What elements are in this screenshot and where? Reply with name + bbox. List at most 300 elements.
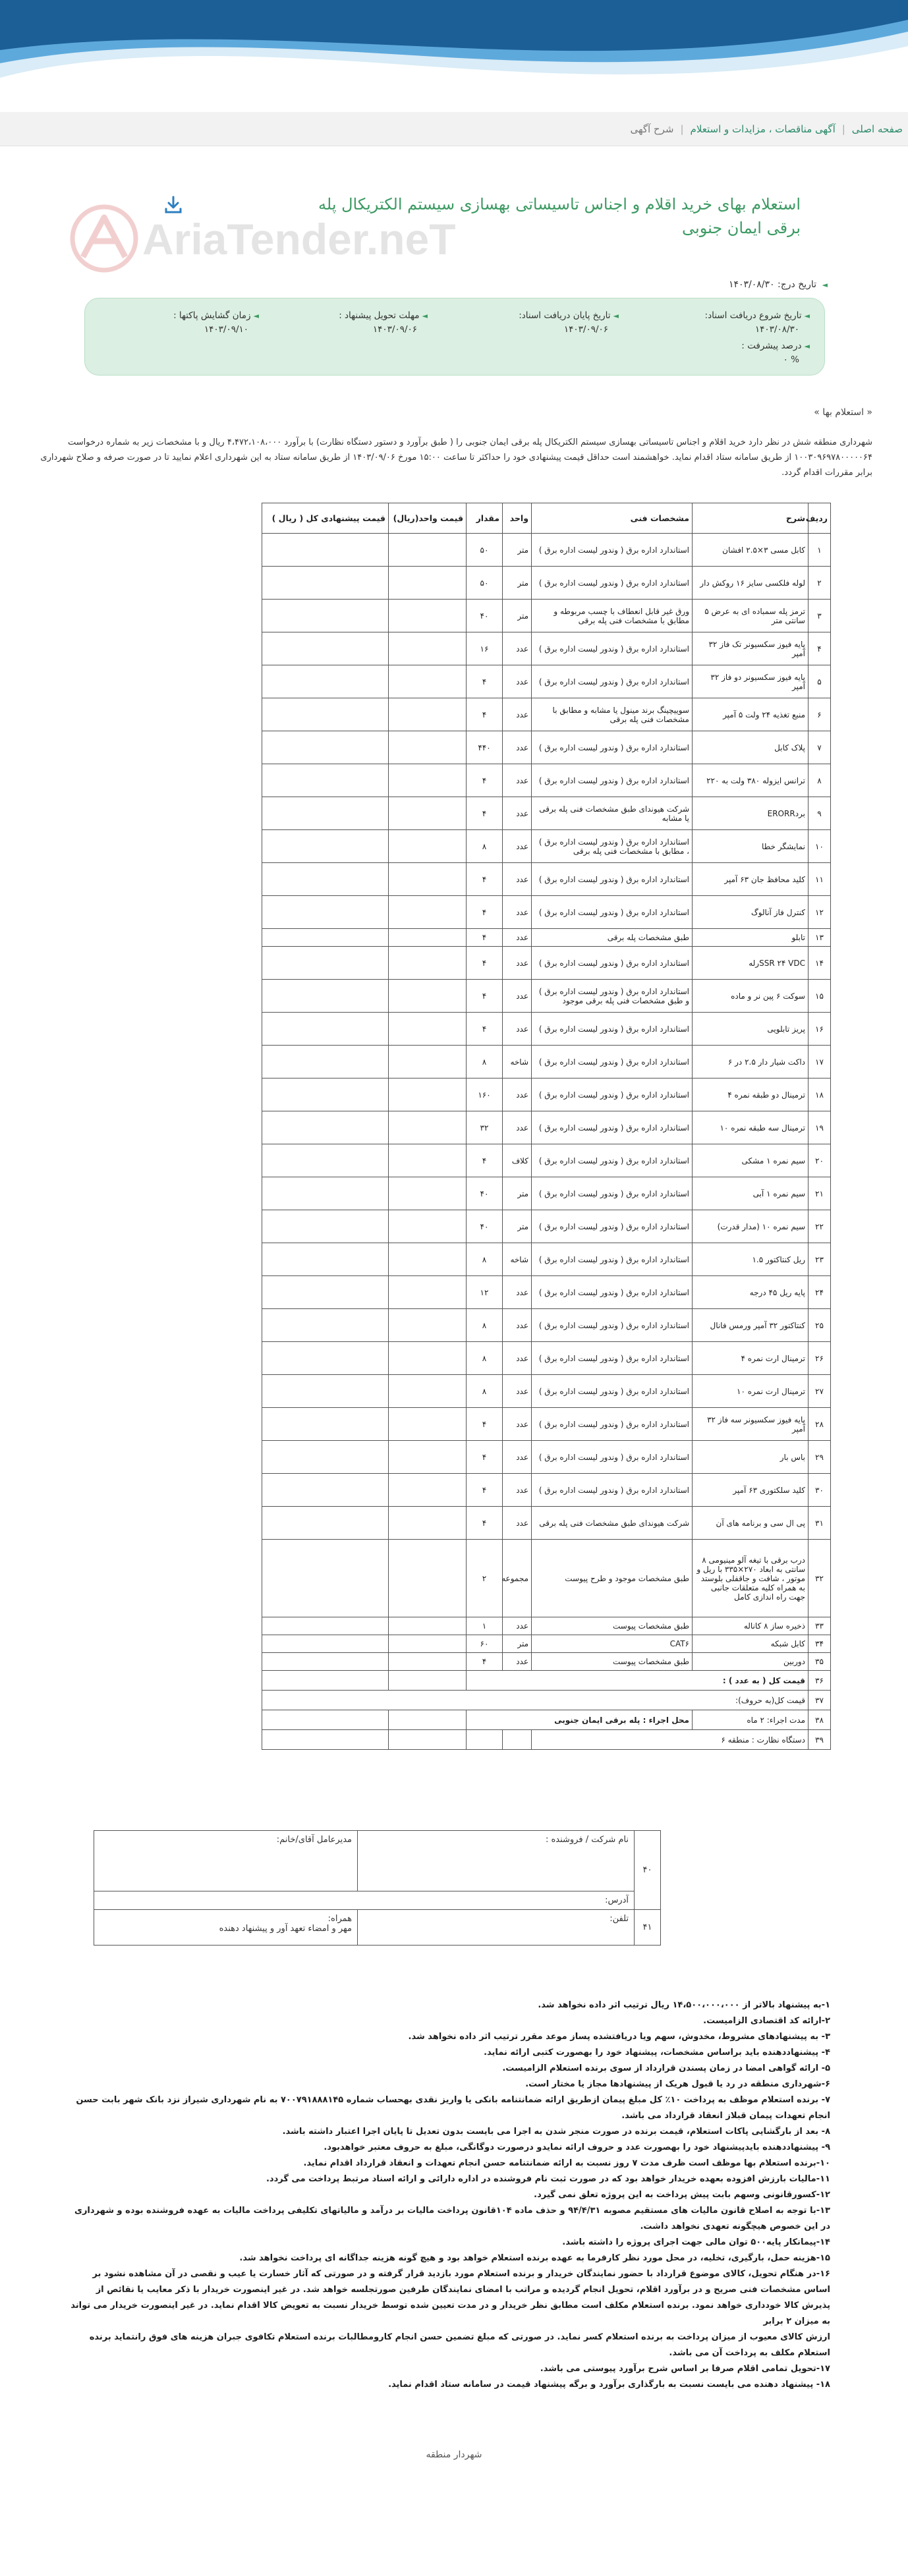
table-row <box>262 1078 831 1111</box>
item-spec: استاندارد اداره برق ( وندور لیست اداره برق ) <box>532 632 693 665</box>
table-row <box>262 1408 831 1441</box>
item-total-price <box>262 1013 389 1046</box>
item-total-price <box>262 1653 389 1671</box>
item-total-price <box>262 1635 389 1653</box>
col-header-unit-price: قیمت واحد(ریال) <box>389 503 467 534</box>
table-row <box>262 1375 831 1408</box>
item-spec: CAT۶ <box>532 1635 693 1653</box>
item-spec: استاندارد اداره برق ( وندور لیست اداره برق ) <box>532 1408 693 1441</box>
item-spec: استاندارد اداره برق ( وندور لیست اداره برق ) <box>532 731 693 764</box>
triangle-bullet-icon: ◄ <box>804 312 810 320</box>
row-number: ۴۰ <box>635 1831 661 1910</box>
item-total-price <box>262 1375 389 1408</box>
execution-duration: مدت اجراء: ۲ ماه <box>693 1710 809 1730</box>
stamp-label: مهر و امضاء تعهد آور و پیشنهاد دهنده <box>219 1924 352 1934</box>
item-unit-price <box>389 1309 467 1342</box>
item-spec: استاندارد اداره برق ( وندور لیست اداره برق ) <box>532 534 693 567</box>
item-unit: عدد <box>503 1375 532 1408</box>
row-number: ۳۵ <box>809 1653 831 1671</box>
table-row <box>262 1540 831 1617</box>
item-qty: ۵۰ <box>467 534 503 567</box>
note-item: ۴- پیشنهاددهنده باید براساس مشخصات، پیشنهاد خود را بهصورت کتبی ارائه نماید. <box>484 2048 830 2058</box>
item-unit-price <box>389 1540 467 1617</box>
item-unit-price <box>389 1375 467 1408</box>
item-unit: شاخه <box>503 1046 532 1078</box>
item-unit-price <box>389 1635 467 1653</box>
item-qty: ۴ <box>467 698 503 731</box>
item-qty: ۸ <box>467 830 503 863</box>
breadcrumb-section[interactable]: آگهی مناقصات ، مزایدات و استعلام <box>690 123 836 135</box>
item-description: ترانس ایزوله ۳۸۰ ولت به ۲۲۰ <box>693 764 809 797</box>
item-qty: ۴ <box>467 980 503 1013</box>
bidder-row-41 <box>94 1910 661 1946</box>
item-unit-price <box>389 764 467 797</box>
col-header-spec: مشخصات فنی <box>532 503 693 534</box>
item-spec: استاندارد اداره برق ( وندور لیست اداره برق ) <box>532 896 693 929</box>
table-row <box>262 1276 831 1309</box>
watermark-text: AriaTender.neT <box>142 215 456 264</box>
item-qty: ۱۶ <box>467 632 503 665</box>
triangle-bullet-icon: ◄ <box>422 312 428 320</box>
note-item: ۹- پیشنهاددهنده بایدپیشنهاد خود را بهصورت عدد و حروف ارائه نمایدو درصورت دوگانگی، مبلغ به حروف معتبر خواهدبود. <box>324 2142 830 2152</box>
table-row <box>262 947 831 980</box>
item-unit-price <box>389 632 467 665</box>
tender-description: شهرداری منطقه شش در نظر دارد خرید اقلام و اجناس تاسیساتی بهسازی سیستم الکتریکال پله برقی ایمان جنوبی را ( طبق برآورد و دستور دستگاه نظارت) با برآورد ۴،۴۷۲،۱۰۸،۰۰۰ ریال و با مشخصات زیر به شماره درخواست ۱۰۰۳۰۹۶۹۷۸۰۰۰۰۰۶۴ از طریق سامانه ستاد اقدام نماید. خواهشمند است حداقل قیمت پیشنهادی خود را حداکثر تا ساعت ۱۵:۰۰ مورخ ۱۴۰۳/۰۹/۰۶ از طریق سامانه ستاد به این شهرداری اعلام نمایید تا در صورت صرفه و صلاح شهرداری برابر مقررات اقدام گردد. <box>40 437 872 478</box>
item-spec: استاندارد اداره برق ( وندور لیست اداره برق ) <box>532 1111 693 1144</box>
item-total-price <box>262 1441 389 1474</box>
item-unit: متر <box>503 600 532 632</box>
total-words-label: قیمت کل(به حروف): <box>262 1691 809 1710</box>
deadline-label: مهلت تحویل پیشنهاد : <box>339 310 420 321</box>
row-number: ۵ <box>809 665 831 698</box>
item-unit: عدد <box>503 797 532 830</box>
item-description: سیم نمره ۱ مشکی <box>693 1144 809 1177</box>
item-total-price <box>262 1046 389 1078</box>
row-number: ۹ <box>809 797 831 830</box>
items-table <box>262 503 831 1750</box>
row-number: ۱۷ <box>809 1046 831 1078</box>
item-qty: ۴ <box>467 929 503 947</box>
item-unit-price <box>389 698 467 731</box>
table-row <box>262 980 831 1013</box>
opening-value: ۱۴۰۳/۰۹/۱۰ <box>204 324 248 335</box>
breadcrumb-separator: | <box>841 123 845 135</box>
empty-cell <box>503 1730 532 1750</box>
row-number: ۳۴ <box>809 1635 831 1653</box>
note-item: ۱۰-برنده استعلام بها موظف است ظرف مدت ۷ روز نسبت به ارائه ضمانتنامه حسن انجام تعهدات و انعقاد قرارداد اقدام نماید. <box>303 2158 830 2168</box>
deadline-cell <box>339 309 428 337</box>
item-qty: ۴ <box>467 896 503 929</box>
item-unit: عدد <box>503 1474 532 1507</box>
item-spec: استاندارد اداره برق ( وندور لیست اداره برق ) <box>532 1144 693 1177</box>
note-item: ۱-به پیشنهاد بالاتر از ۱۴،۵۰۰،۰۰۰،۰۰۰ ریال ترتیب اثر داده نخواهد شد. <box>538 2000 830 2010</box>
table-row <box>262 1177 831 1210</box>
item-total-price <box>262 947 389 980</box>
item-qty: ۴ <box>467 1653 503 1671</box>
end-date-value: ۱۴۰۳/۰۹/۰۶ <box>563 324 608 335</box>
start-date-cell <box>705 309 810 337</box>
item-total-price <box>262 1540 389 1617</box>
row-number: ۴ <box>809 632 831 665</box>
table-row <box>262 665 831 698</box>
item-description: ریل کنتاکتور ۱.۵ <box>693 1243 809 1276</box>
triangle-bullet-icon: ◄ <box>253 312 259 320</box>
table-row-supervisor <box>262 1730 831 1750</box>
item-spec: طبق مشخصات موجود و طرح پیوست <box>532 1540 693 1617</box>
end-date-label: تاریخ پایان دریافت اسناد: <box>519 310 611 321</box>
item-total-price <box>262 731 389 764</box>
item-spec: استاندارد اداره برق ( وندور لیست اداره برق ) <box>532 764 693 797</box>
row-number: ۱۱ <box>809 863 831 896</box>
row-number: ۲۷ <box>809 1375 831 1408</box>
item-qty: ۳۲ <box>467 1111 503 1144</box>
item-qty: ۴ <box>467 1441 503 1474</box>
item-description: پایه فیوز سکسیونر سه فاز ۳۲ آمپر <box>693 1408 809 1441</box>
row-number: ۳۱ <box>809 1507 831 1540</box>
item-unit-price <box>389 1013 467 1046</box>
item-description: ترمز پله سمباده ای به عرض ۵ سانتی متر <box>693 600 809 632</box>
item-description: پایه فیوز سکسیونر دو فاز ۳۲ آمپر <box>693 665 809 698</box>
row-number: ۱۳ <box>809 929 831 947</box>
table-row <box>262 567 831 600</box>
breadcrumb-separator: | <box>680 123 684 135</box>
table-row <box>262 1617 831 1635</box>
item-unit: عدد <box>503 1309 532 1342</box>
item-unit-price <box>389 980 467 1013</box>
item-spec: استاندارد اداره برق ( وندور لیست اداره برق ) <box>532 1342 693 1375</box>
item-total-price <box>262 1177 389 1210</box>
item-description: پایه فیوز سکسیونر تک فاز ۳۲ آمپر <box>693 632 809 665</box>
item-unit-price <box>389 830 467 863</box>
triangle-bullet-icon: ◄ <box>613 312 619 320</box>
item-unit: عدد <box>503 1507 532 1540</box>
item-description: ترمینال دو طبقه نمره ۴ <box>693 1078 809 1111</box>
item-qty: ۴ <box>467 863 503 896</box>
item-total-price <box>262 1408 389 1441</box>
item-spec: ورق غیر قابل انعطاف با چسب مربوطه و مطابق با مشخصات فنی پله برقی <box>532 600 693 632</box>
item-description: داکت شیار دار ۲.۵ در ۶ <box>693 1046 809 1078</box>
table-row <box>262 1342 831 1375</box>
mobile-stamp-cell <box>94 1910 358 1946</box>
item-spec: شرکت هیوندای طبق مشخصات فنی پله برقی <box>532 1507 693 1540</box>
item-qty: ۴ <box>467 1507 503 1540</box>
item-total-price <box>262 1617 389 1635</box>
note-item: ۶-شهرداری منطقه در رد یا قبول هریک از پیشنهادها مجاز یا مختار است. <box>525 2079 830 2089</box>
item-unit: عدد <box>503 731 532 764</box>
phone-label: تلفن: <box>358 1910 635 1946</box>
item-spec: استاندارد اداره برق ( وندور لیست اداره برق ) <box>532 1441 693 1474</box>
breadcrumb <box>0 112 908 146</box>
item-unit: عدد <box>503 632 532 665</box>
item-unit-price <box>389 567 467 600</box>
item-spec: استاندارد اداره برق ( وندور لیست اداره برق ) <box>532 567 693 600</box>
item-unit: عدد <box>503 896 532 929</box>
item-spec: استاندارد اداره برق ( وندور لیست اداره برق ) <box>532 1375 693 1408</box>
note-item: ۱۱-مالیات بارزش افزوده بعهده خریدار خواهد بود که در صورت ثبت نام فروشنده در اداره دارائی و ارائه اسناد مرتبط پرداخت می گردد. <box>266 2174 830 2184</box>
triangle-bullet-icon: ◄ <box>822 281 828 289</box>
item-spec: استاندارد اداره برق ( وندور لیست اداره برق ) <box>532 1276 693 1309</box>
item-spec: استاندارد اداره برق ( وندور لیست اداره برق ) <box>532 863 693 896</box>
item-unit-price <box>389 1617 467 1635</box>
row-number: ۴۱ <box>635 1910 661 1946</box>
row-number: ۱ <box>809 534 831 567</box>
item-total-price <box>262 1210 389 1243</box>
item-spec: طبق مشخصات پیوست <box>532 1653 693 1671</box>
item-qty: ۵۰ <box>467 567 503 600</box>
publish-date <box>729 279 828 290</box>
row-number: ۲۸ <box>809 1408 831 1441</box>
item-qty: ۲ <box>467 1540 503 1617</box>
row-number: ۲۶ <box>809 1342 831 1375</box>
note-item: ۱۴-پیمانکار پایه۵۰۰ توان مالی جهت اجرای پروژه را داشته باشد. <box>562 2237 830 2247</box>
item-total-price <box>262 797 389 830</box>
item-description: کلید محافظ جان ۶۳ آمپر <box>693 863 809 896</box>
item-unit-price <box>389 600 467 632</box>
empty-cell <box>262 1710 389 1730</box>
item-total-price <box>262 1507 389 1540</box>
item-qty: ۸ <box>467 1309 503 1342</box>
empty-cell <box>389 1671 467 1691</box>
item-description: درب برقی با تیغه آلو مینیومی ۸ سانتی به ابعاد ۲۷۰×۳۳۵ با ریل و موتور ، شافت و جاقفلی بلوستد به همراه کلیه متعلقات جانبی جهت راه اندازی کامل <box>693 1540 809 1617</box>
row-number: ۳۶ <box>809 1671 831 1691</box>
item-unit: عدد <box>503 1111 532 1144</box>
page-title: استعلام بهای خرید اقلام و اجناس تاسیساتی بهسازی سیستم الکتریکال پله برقی ایمان جنوبی <box>318 195 801 237</box>
download-icon[interactable] <box>163 195 183 215</box>
item-unit-price <box>389 863 467 896</box>
item-spec: استاندارد اداره برق ( وندور لیست اداره برق ) <box>532 1013 693 1046</box>
note-item: ۱۵-هزینه حمل، بارگیری، تخلیه، در محل مورد نظر کارفرما به عهده برنده استعلام خواهد بود و هیچ گونه هزینه جداگانه ای پرداخت نخواهد شد. <box>239 2253 830 2263</box>
table-row <box>262 1243 831 1276</box>
item-unit: عدد <box>503 1441 532 1474</box>
tender-notes <box>66 1998 830 2393</box>
table-row <box>262 830 831 863</box>
opening-label: زمان گشایش پاکتها : <box>173 310 251 321</box>
item-total-price <box>262 1474 389 1507</box>
item-qty: ۴ <box>467 1144 503 1177</box>
item-unit-price <box>389 1144 467 1177</box>
item-description: لوله فلکسی سایز ۱۶ روکش دار <box>693 567 809 600</box>
row-number: ۷ <box>809 731 831 764</box>
table-row <box>262 731 831 764</box>
note-item: ارزش کالای معیوب از میزان پرداخت به برنده استعلام کسر نماید. در صورتی که مبلغ تضمین حسن انجام کارومطالبات برنده استعلام تکافوی جبران هزینه های فوق رانتماید برنده استعلام مکلف به پرداخت آن می باشد. <box>89 2332 830 2358</box>
item-unit-price <box>389 929 467 947</box>
table-row <box>262 863 831 896</box>
table-row <box>262 1013 831 1046</box>
item-qty: ۱ <box>467 1617 503 1635</box>
item-unit: عدد <box>503 929 532 947</box>
item-unit: متر <box>503 534 532 567</box>
mayor-signature: شهردار منطقه <box>426 2450 482 2460</box>
section-heading: « استعلام بها » <box>814 407 872 418</box>
table-row-total-words <box>262 1691 831 1710</box>
row-number: ۲۴ <box>809 1276 831 1309</box>
item-unit-price <box>389 1474 467 1507</box>
item-unit: عدد <box>503 1617 532 1635</box>
item-unit: عدد <box>503 764 532 797</box>
item-spec: استاندارد اداره برق ( وندور لیست اداره برق ) <box>532 947 693 980</box>
item-unit-price <box>389 1342 467 1375</box>
item-qty: ۶۰ <box>467 1635 503 1653</box>
row-number: ۳ <box>809 600 831 632</box>
item-total-price <box>262 1144 389 1177</box>
item-description: تابلو <box>693 929 809 947</box>
item-unit: عدد <box>503 1013 532 1046</box>
supervisor-label: دستگاه نظارت : منطقه ۶ <box>532 1730 809 1750</box>
item-qty: ۱۶۰ <box>467 1078 503 1111</box>
empty-cell <box>389 1730 467 1750</box>
deadline-value: ۱۴۰۳/۰۹/۰۶ <box>372 324 417 335</box>
item-unit: عدد <box>503 980 532 1013</box>
col-header-qty: مقدار <box>467 503 503 534</box>
item-spec: استاندارد اداره برق ( وندور لیست اداره برق ) <box>532 1243 693 1276</box>
progress-cell <box>741 339 810 367</box>
row-number: ۳۷ <box>809 1691 831 1710</box>
table-row-execution <box>262 1710 831 1730</box>
item-unit: متر <box>503 1210 532 1243</box>
row-number: ۲۱ <box>809 1177 831 1210</box>
item-unit: عدد <box>503 1078 532 1111</box>
item-description: کلید سلکتوری ۶۳ آمپر <box>693 1474 809 1507</box>
note-item: ۳- به پیشنهادهای مشروط، مخدوش، سهم ویا دریافتشده پساز موعد مقرر ترتیب اثر داده نخواهد شد. <box>408 2032 830 2042</box>
address-label: آدرس: <box>94 1891 635 1910</box>
item-total-price <box>262 1342 389 1375</box>
item-unit-price <box>389 1111 467 1144</box>
item-qty: ۸ <box>467 1375 503 1408</box>
opening-cell <box>173 309 259 337</box>
item-description: SSR ۲۴ VDCرله <box>693 947 809 980</box>
item-description: پریز تابلویی <box>693 1013 809 1046</box>
note-item: ۲-ارائه کد اقتصادی الزامیست. <box>703 2016 830 2026</box>
table-row <box>262 534 831 567</box>
tender-dates-panel <box>84 298 825 376</box>
item-description: ترمینال ارت نمره ۴ <box>693 1342 809 1375</box>
item-total-price <box>262 980 389 1013</box>
table-row <box>262 698 831 731</box>
item-description: منبع تغذیه ۲۴ ولت ۵ آمپر <box>693 698 809 731</box>
item-qty: ۴۰ <box>467 1210 503 1243</box>
table-row <box>262 1210 831 1243</box>
item-unit: کلاف <box>503 1144 532 1177</box>
breadcrumb-home[interactable]: صفحه اصلی <box>851 123 903 135</box>
item-unit: متر <box>503 1635 532 1653</box>
item-total-price <box>262 1309 389 1342</box>
item-unit-price <box>389 731 467 764</box>
item-description: بردERORR <box>693 797 809 830</box>
triangle-bullet-icon: ◄ <box>804 342 810 350</box>
item-unit: متر <box>503 1177 532 1210</box>
item-total-price <box>262 534 389 567</box>
total-number-label: قیمت کل ( به عدد ) : <box>467 1671 809 1691</box>
item-spec: استاندارد اداره برق ( وندور لیست اداره برق ) <box>532 1309 693 1342</box>
item-total-price <box>262 632 389 665</box>
item-spec: طبق مشخصات پله برقی <box>532 929 693 947</box>
item-unit-price <box>389 1653 467 1671</box>
item-unit: عدد <box>503 665 532 698</box>
item-unit: عدد <box>503 698 532 731</box>
item-unit: عدد <box>503 830 532 863</box>
table-row <box>262 896 831 929</box>
end-date-cell <box>519 309 619 337</box>
progress-label: درصد پیشرفت : <box>741 341 802 351</box>
item-spec: استاندارد اداره برق ( وندور لیست اداره برق ) <box>532 1177 693 1210</box>
item-spec: استاندارد اداره برق ( وندور لیست اداره برق ) <box>532 665 693 698</box>
row-number: ۲۳ <box>809 1243 831 1276</box>
item-unit-price <box>389 896 467 929</box>
publish-date-label: تاریخ درج: <box>778 279 817 290</box>
table-row <box>262 1309 831 1342</box>
item-total-price <box>262 665 389 698</box>
item-description: پایه ریل ۴۵ درجه <box>693 1276 809 1309</box>
items-table-footer <box>262 1671 831 1750</box>
item-description: باس بار <box>693 1441 809 1474</box>
empty-cell <box>262 1730 389 1750</box>
item-spec: استاندارد اداره برق ( وندور لیست اداره برق ) <box>532 1078 693 1111</box>
item-total-price <box>262 764 389 797</box>
table-row <box>262 1441 831 1474</box>
table-row <box>262 1635 831 1653</box>
item-qty: ۴ <box>467 947 503 980</box>
col-header-row: ردیف <box>809 503 831 534</box>
item-description: کابل مسی ۳×۲.۵ افشان <box>693 534 809 567</box>
item-total-price <box>262 830 389 863</box>
item-total-price <box>262 698 389 731</box>
item-spec: استاندارد اداره برق ( وندور لیست اداره برق ) <box>532 1210 693 1243</box>
item-description: کابل شبکه <box>693 1635 809 1653</box>
table-row <box>262 1507 831 1540</box>
item-unit: عدد <box>503 1653 532 1671</box>
item-spec: استاندارد اداره برق ( وندور لیست اداره برق ) <box>532 1046 693 1078</box>
note-item: ۵- ارائه گواهی امضا در زمان پسندن قرارداد از سوی برنده استعلام الزامیست. <box>502 2063 830 2073</box>
item-description: پی ال سی و برنامه های آن <box>693 1507 809 1540</box>
item-qty: ۸ <box>467 1046 503 1078</box>
row-number: ۲۰ <box>809 1144 831 1177</box>
item-description: سوکت ۶ پین نر و ماده <box>693 980 809 1013</box>
item-unit: عدد <box>503 863 532 896</box>
company-name-label: نام شرکت / فروشنده : <box>358 1831 635 1891</box>
bidder-signature-table <box>94 1830 661 1946</box>
item-total-price <box>262 1111 389 1144</box>
row-number: ۳۹ <box>809 1730 831 1750</box>
row-number: ۸ <box>809 764 831 797</box>
table-row-total-number <box>262 1671 831 1691</box>
table-row <box>262 600 831 632</box>
item-spec: استاندارد اداره برق ( وندور لیست اداره برق ) و طبق مشخصات فنی پله برقی موجود <box>532 980 693 1013</box>
item-description: کنترل فاز آنالوگ <box>693 896 809 929</box>
items-table-body <box>262 534 831 1671</box>
item-unit: عدد <box>503 947 532 980</box>
table-header-row <box>262 503 831 534</box>
breadcrumb-current: شرح آگهی <box>630 123 674 135</box>
empty-cell <box>262 1671 389 1691</box>
row-number: ۱۸ <box>809 1078 831 1111</box>
header-wave-banner <box>0 0 908 99</box>
empty-cell <box>467 1730 503 1750</box>
empty-cell <box>389 1710 467 1730</box>
row-number: ۱۹ <box>809 1111 831 1144</box>
table-row <box>262 797 831 830</box>
item-spec: سوییچینگ برند مینول یا مشابه و مطابق با مشخصات فنی پله برقی <box>532 698 693 731</box>
item-spec: طبق مشخصات پیوست <box>532 1617 693 1635</box>
row-number: ۱۲ <box>809 896 831 929</box>
item-qty: ۴ <box>467 1408 503 1441</box>
item-qty: ۸ <box>467 1342 503 1375</box>
item-unit-price <box>389 1276 467 1309</box>
item-unit-price <box>389 1210 467 1243</box>
item-description: پلاک کابل <box>693 731 809 764</box>
row-number: ۶ <box>809 698 831 731</box>
table-row <box>262 1144 831 1177</box>
item-unit-price <box>389 534 467 567</box>
